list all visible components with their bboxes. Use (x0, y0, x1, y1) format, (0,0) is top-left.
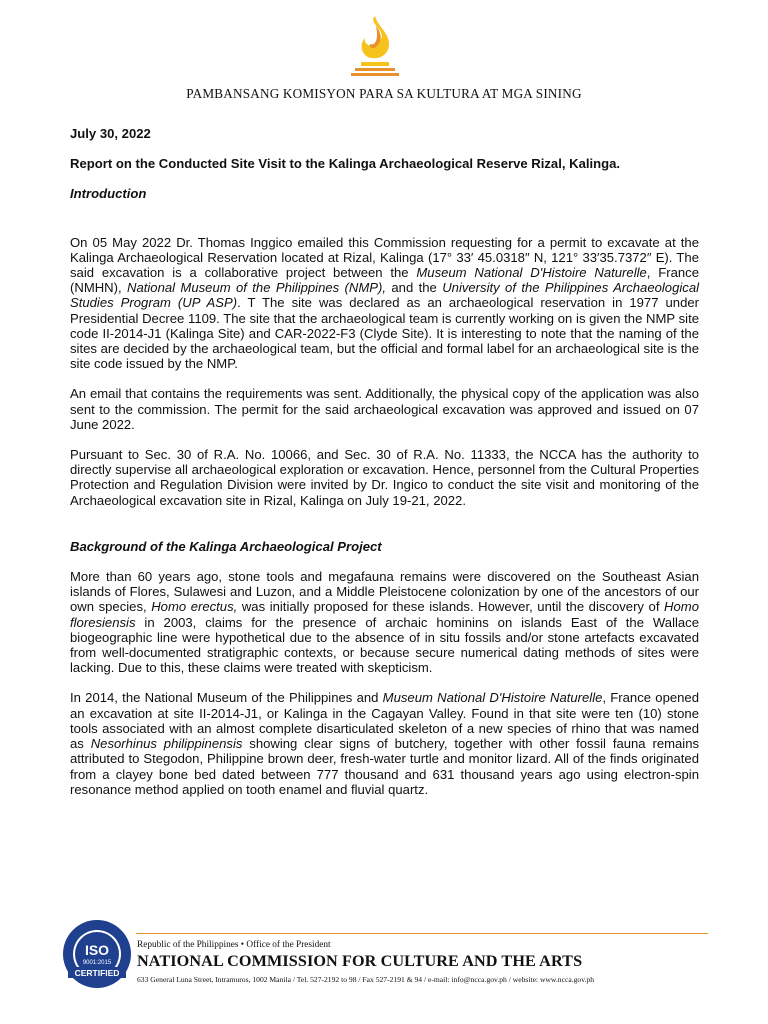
footer-contact: 633 General Luna Street, Intramuros, 1002 Manila / Tel. 527-2192 to 98 / Fax 527-2191 & 94 / e-mail: info@ncca.gov.ph / website: www.ncca.gov.ph (137, 975, 594, 984)
svg-text:ISO: ISO (84, 942, 110, 958)
paragraph-permit-request (70, 235, 699, 372)
p4-text-c: in 2003, claims for the presence of archaic hominins on islands East of the Wallace biogeographic line were hypothetical due to the absence of in situ fossils and/or stone artefacts excavated from well-documented stratigraphic contexts, or because secure numerical dating methods of sites were lacking. Due to this, these claims were treated with skepticism. (70, 614, 699, 676)
p1-text-c: and the (386, 280, 443, 296)
agency-name-header: PAMBANSANG KOMISYON PARA SA KULTURA AT MGA SINING (186, 86, 582, 101)
p1-text-d: . T The site was declared as an archaeological reservation in 1977 under Presidential Decree 1109. The site that the archaeological team is currently working on is given the NMP site code II-2014-J1 (Kalinga Site) and CAR-2022-F3 (Clyde Site). It is interesting to note that the naming of the sites are decided by the archaeological team, but the official and formal label for an archaeological site is the site code issued by the NMP. (70, 295, 699, 372)
p1-text-b: , France (NMHN), (70, 265, 699, 296)
ncca-flame-logo (349, 12, 401, 78)
p5-italic-mnhn: Museum National D'Histoire Naturelle (382, 690, 603, 706)
paragraph-excavation-2014 (70, 690, 699, 796)
document-title: Report on the Conducted Site Visit to the Kalinga Archaeological Reserve Rizal, Kalinga. (70, 156, 621, 172)
paragraph-email-requirements: An email that contains the requirements was sent. Additionally, the physical copy of the application was also sent to the commission. The permit for the said archaeological excavation was approved and issued on 07 June 2022. (70, 386, 699, 432)
footer-divider (136, 933, 708, 934)
iso-certified-seal (62, 919, 132, 989)
svg-text:9001:2015: 9001:2015 (82, 960, 112, 966)
footer-agency-name: NATIONAL COMMISSION FOR CULTURE AND THE ARTS (137, 952, 583, 970)
p1-italic-mnhn: Museum National D'Histoire Naturelle (416, 265, 647, 281)
paragraph-history (70, 569, 699, 675)
introduction-heading: Introduction (70, 186, 147, 202)
p4-italic-homo-floresiensis: Homo floresiensis (70, 599, 699, 630)
p4-text-b: was initially proposed for these islands. However, until the discovery of (237, 599, 665, 615)
p1-text-a: On 05 May 2022 Dr. Thomas Inggico emailed this Commission requesting for a permit to excavate at the Kalinga Archaeological Reservation located at Rizal, Kalinga (17° 33′ 45.0318″ N, 121° 33′35.7372″ E). The said excavation is a collaborative project between the (70, 234, 699, 281)
svg-text:CERTIFIED: CERTIFIED (74, 968, 120, 978)
p5-text-c: showing clear signs of butchery, together with other fossil fauna remains attributed to Stegodon, Philippine brown deer, fresh-water turtle and monitor lizard. All of the finds originated from a clayey bone bed dated between 777 thousand and 631 thousand years ago using electron-spin resonance method applied on tooth enamel and fluvial quartz. (70, 736, 700, 797)
p4-italic-homo-erectus: Homo erectus, (151, 599, 238, 615)
document-date: July 30, 2022 (70, 126, 151, 141)
p5-italic-nesorhinus: Nesorhinus philippinensis (90, 736, 243, 752)
p4-text-a: More than 60 years ago, stone tools and megafauna remains were discovered on the Southeast Asian islands of Flores, Sulawesi and Luzon, and a Middle Pleistocene colonization by one of the ancestors of our own species, (70, 569, 699, 615)
p1-italic-nmp: National Museum of the Philippines (NMP), (127, 280, 387, 296)
paragraph-authority: Pursuant to Sec. 30 of R.A. No. 10066, and Sec. 30 of R.A. No. 11333, the NCCA has the authority to directly supervise all archaeological exploration or excavation. Hence, personnel from the Cultural Properties Protection and Regulation Division were invited by Dr. Ingico to conduct the site visit and monitoring of the Archaeological excavation site in Rizal, Kalinga on July 19-21, 2022. (70, 447, 699, 508)
background-heading: Background of the Kalinga Archaeological Project (70, 538, 382, 554)
p5-text-a: In 2014, the National Museum of the Philippines and (70, 690, 383, 706)
p5-text-b: , France opened an excavation at site II-2014-J1, or Kalinga in the Cagayan Valley. Found in that site were ten (10) stone tools associated with an almost complete disarticulated skeleton of a new species of rhino that was named as (70, 690, 699, 752)
footer-office: Republic of the Philippines • Office of the President (137, 940, 331, 950)
document-body (70, 126, 699, 797)
p1-italic-upasp: University of the Philippines Archaeological Studies Program (UP ASP) (70, 280, 700, 311)
